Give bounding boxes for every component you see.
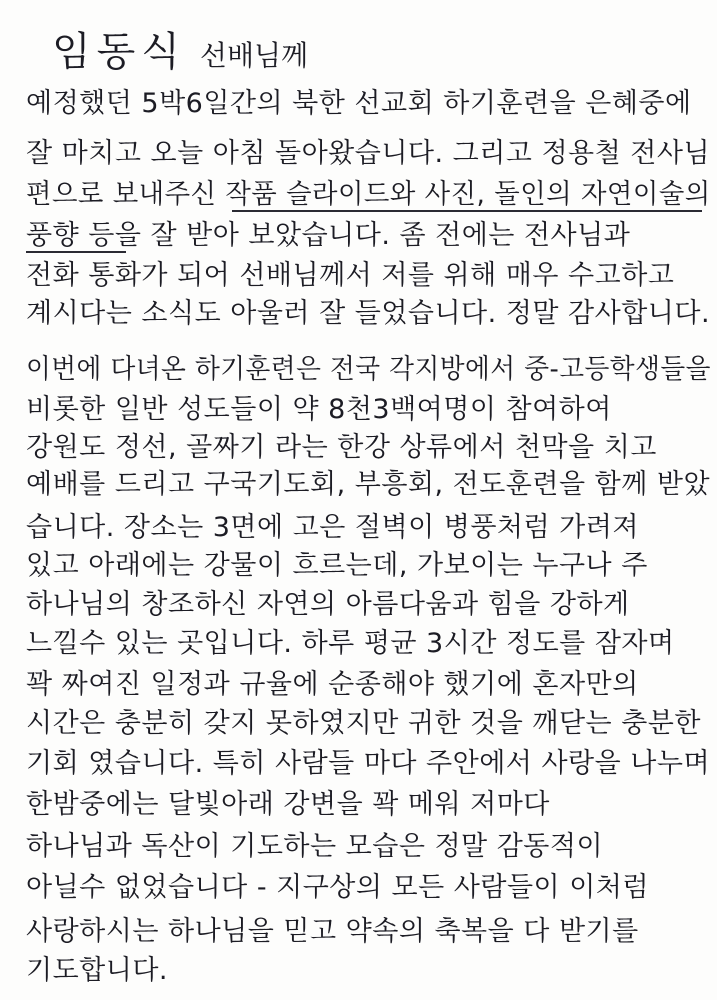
- letter-line: 아닐수 없었습니다 - 지구상의 모든 사람들이 이처럼: [26, 872, 649, 903]
- letter-line: 습니다. 장소는 3면에 고은 절벽이 병풍처럼 가려져: [26, 512, 639, 543]
- letter-line: 강원도 정선, 골짜기 라는 한강 상류에서 천막을 치고: [26, 432, 657, 463]
- underline-stroke: [26, 251, 126, 253]
- underline-stroke: [232, 210, 702, 212]
- letter-line: 비롯한 일반 성도들이 약 8천3백여명이 참여하여: [26, 394, 612, 425]
- letter-line: 계시다는 소식도 아울러 잘 들었습니다. 정말 감사합니다.: [26, 298, 711, 329]
- recipient-title: 선배님께: [199, 39, 309, 72]
- letter-line: 꽉 짜여진 일정과 규율에 순종해야 했기에 혼자만의: [26, 669, 639, 700]
- letter-line: 예정했던 5박6일간의 북한 선교회 하기훈련을 은혜중에: [26, 88, 692, 119]
- letter-line: 있고 아래에는 강물이 흐르는데, 가보이는 누구나 주: [26, 550, 648, 581]
- letter-line: 전화 통화가 되어 선배님께서 저를 위해 매우 수고하고: [26, 260, 675, 291]
- letter-line: 기회 였습니다. 특히 사람들 마다 주안에서 사랑을 나누며: [26, 748, 711, 779]
- letter-line: 하나님의 창조하신 자연의 아름다움과 힘을 강하게: [26, 589, 630, 620]
- letter-line: 기도합니다.: [26, 955, 168, 986]
- recipient-name: 임동식: [52, 29, 186, 75]
- salutation: [52, 20, 308, 77]
- letter-line: 느낄수 있는 곳입니다. 하루 평균 3시간 정도를 잠자며: [26, 628, 675, 659]
- letter-line: 사랑하시는 하나님을 믿고 약속의 축복을 다 받기를: [26, 916, 639, 947]
- letter-line: 한밤중에는 달빛아래 강변을 꽉 메워 저마다: [26, 789, 550, 820]
- letter-line: 잘 마치고 오늘 아침 돌아왔습니다. 그리고 정용철 전사님: [26, 138, 711, 169]
- letter-line: 풍향 등을 잘 받아 보았습니다. 좀 전에는 전사님과: [26, 220, 631, 251]
- letter-line: 예배를 드리고 구국기도회, 부흥회, 전도훈련을 함께 받았: [26, 469, 711, 500]
- letter-line: 하나님과 독산이 기도하는 모습은 정말 감동적이: [26, 831, 604, 862]
- letter-line: 편으로 보내주신 작품 슬라이드와 사진, 돌인의 자연이술의: [26, 179, 711, 210]
- letter-line: 시간은 충분히 갖지 못하였지만 귀한 것을 깨닫는 충분한: [26, 708, 701, 739]
- letter-line: 이번에 다녀온 하기훈련은 전국 각지방에서 중-고등학생들을: [26, 354, 711, 385]
